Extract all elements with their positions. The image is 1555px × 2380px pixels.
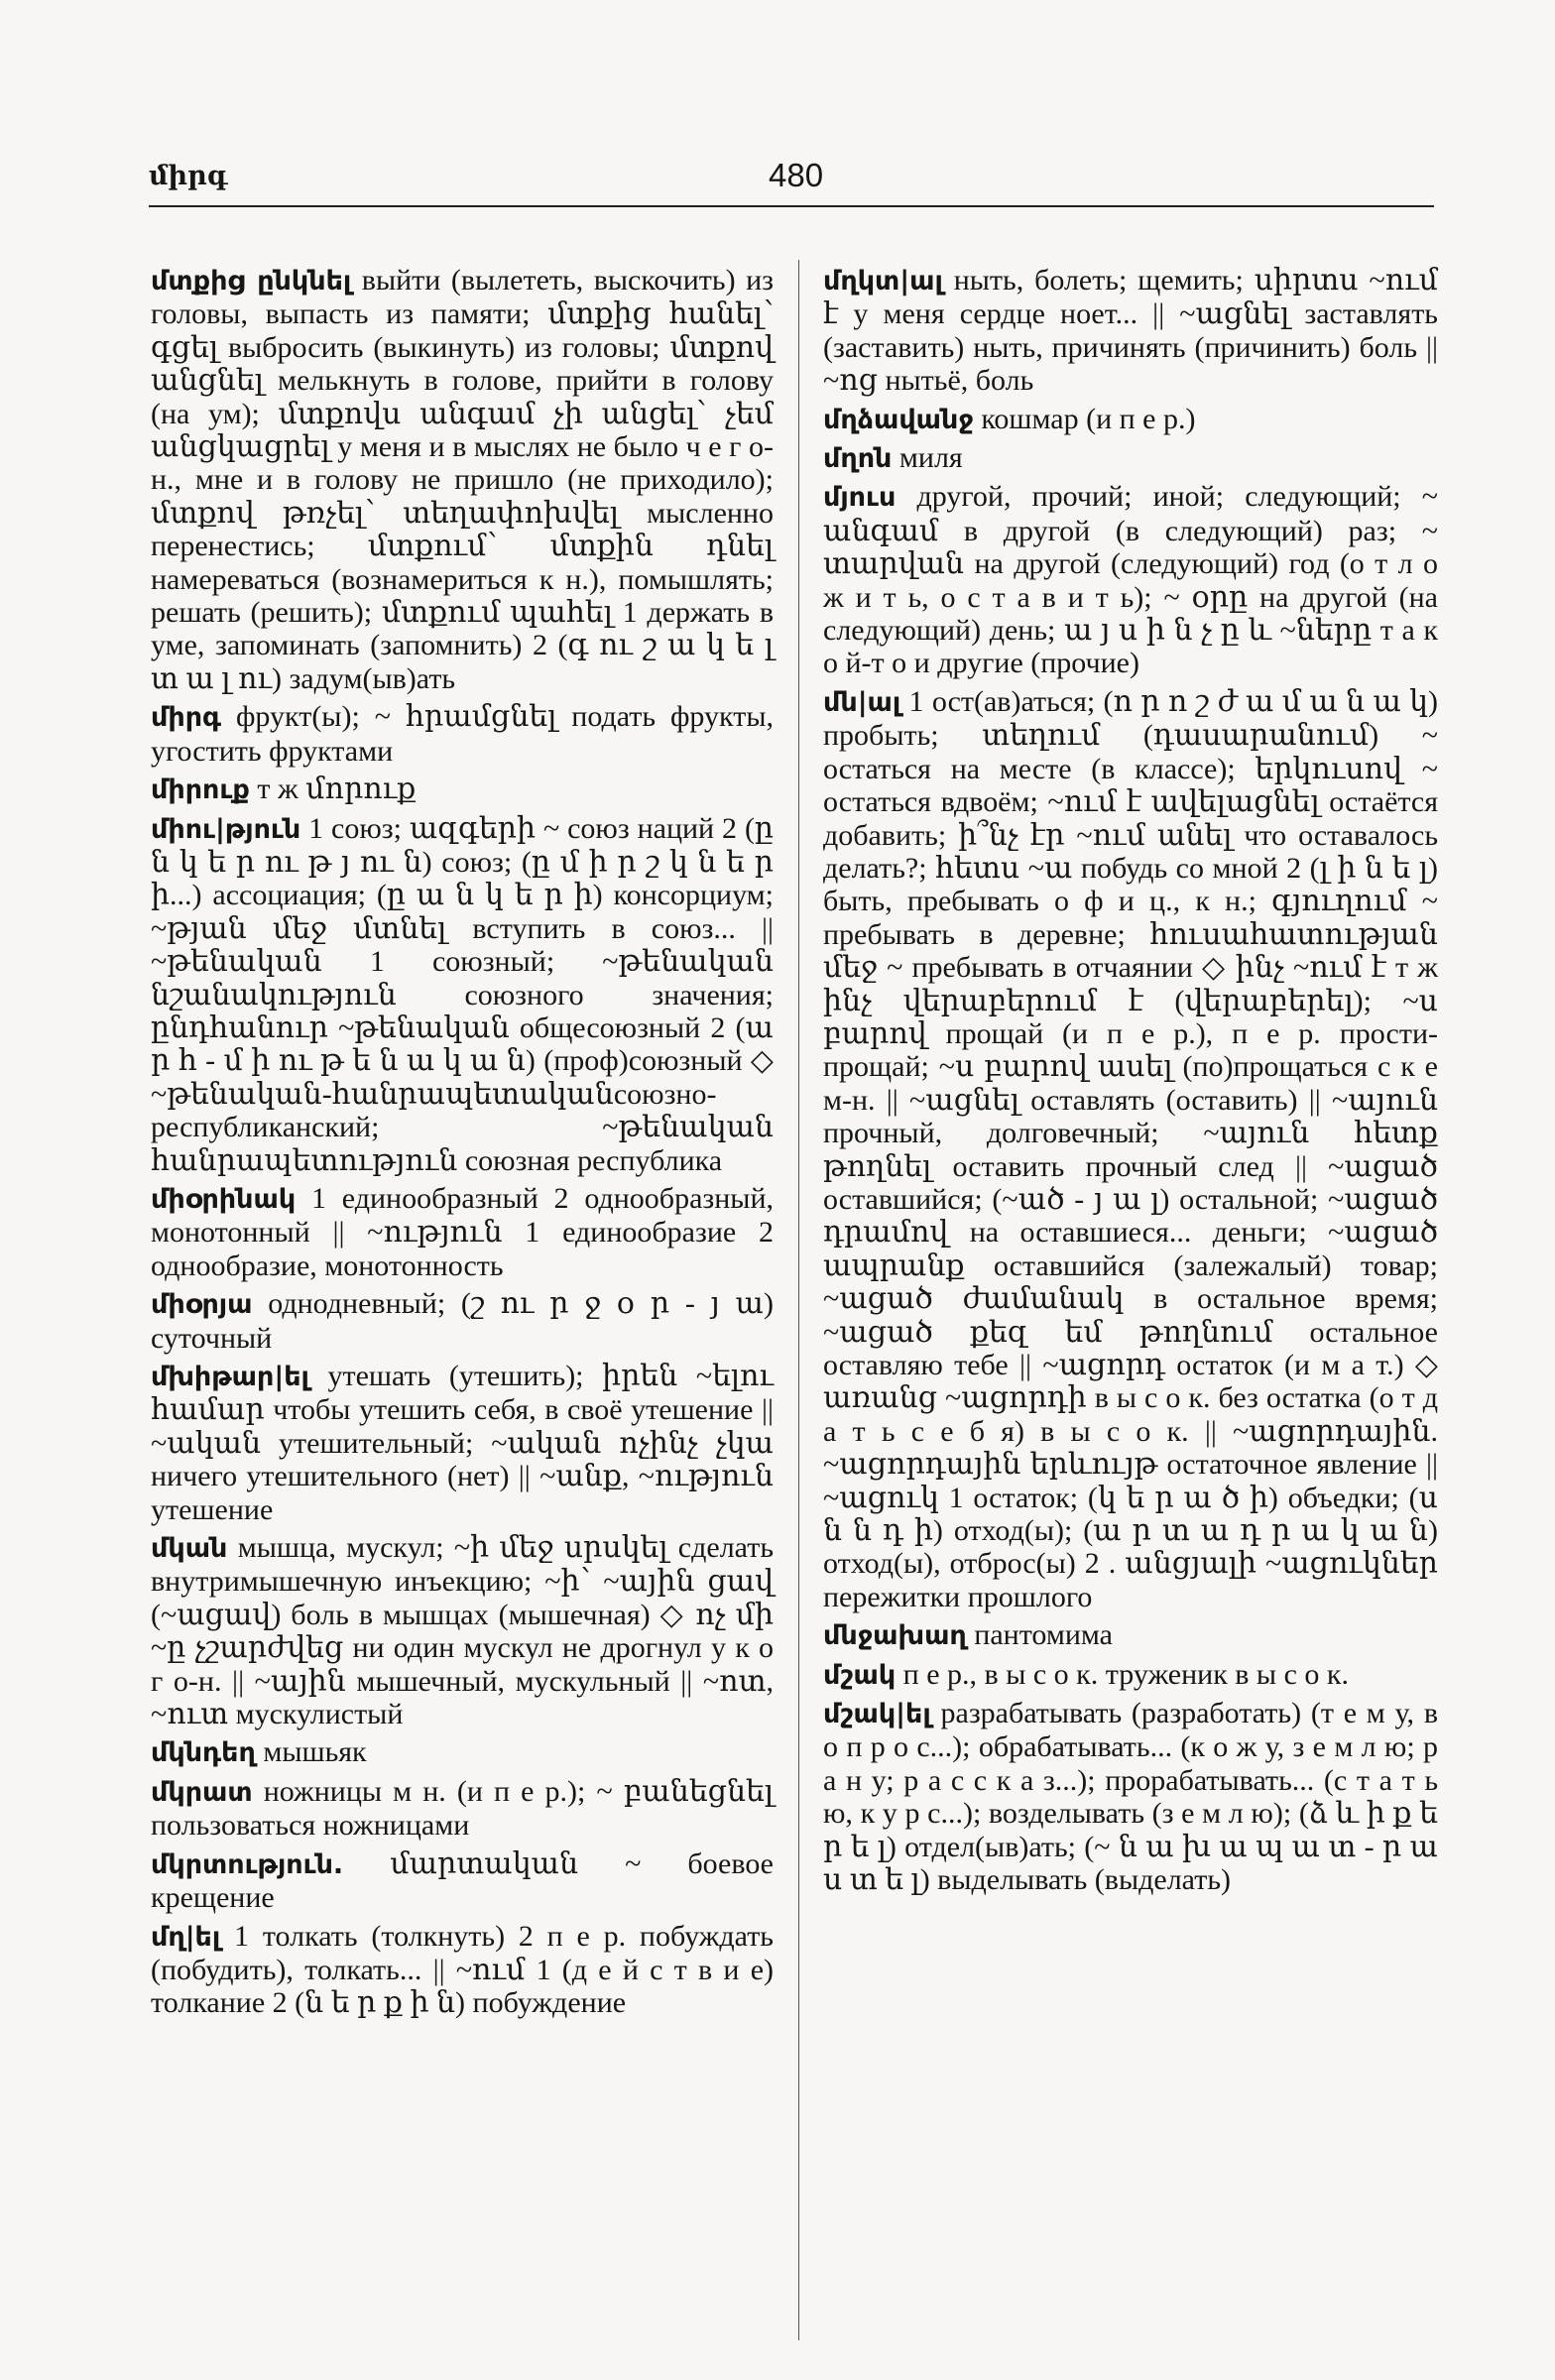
dictionary-entry	[151, 264, 774, 695]
entry-definition: 1 союз; ազգերի ~ союз наций 2 (ը ն կ ե ր ու թ յ ու ն) союз; (ը մ ի ր շ կ ն ե ր ի...) ассоциация; (ը ա ն կ ե ր ի) консорциум; ~թյան մեջ մտնել вступить в союз... || ~թենական 1 союзный; ~թենական նշանակություն союзного значения; ընդհանուր ~թենական общесоюзный 2 (ա ր հ - մ ի ու թ ե ն ա կ ա ն) (проф)союзный ◇ ~թենական-հանրապետականсоюзно-республиканский; ~թենական հանրապետություն союзная республика	[151, 811, 775, 1177]
entry-definition: однодневный; (շ ու ր ջ օ ր - յ ա) суточный	[151, 1287, 775, 1355]
dictionary-entry	[151, 1182, 774, 1282]
entry-headword: մն|ալ	[823, 686, 901, 718]
dictionary-entry	[823, 1658, 1438, 1692]
running-headword: միրգ	[149, 161, 228, 190]
dictionary-entry	[151, 1920, 774, 2020]
entry-headword: մղձավանջ	[823, 404, 974, 435]
entry-headword: մկան	[151, 1533, 228, 1565]
entry-headword: միու|թյուն	[151, 813, 301, 845]
dictionary-entry	[151, 700, 774, 768]
entry-definition: пантомима	[974, 1618, 1113, 1652]
entry-definition: 1 ост(ав)аться; (ո ր ո շ ժ ա մ ա ն ա կ) пробыть; տեղում (դասարանում) ~ остаться на месте (в классе); երկուսով ~ остаться вдвоём; ~ում է ավելացնել остаётся добавить; ի՞նչ էր ~ում անել что оставалось делать?; հետս ~ա побудь со мной 2 (լ ի ն ե լ) быть, пребывать о ф и ц., к н.; գյուղում ~ пребывать в деревне; հուսահատության մեջ ~ пребывать в отчаянии ◇ ինչ ~ում է т ж ինչ վերաբերում է (վերաբերել); ~ս բարով прощай (и п е р.), п е р. прости-прощай; ~ս բարով ասել (по)прощаться с к е м-н. || ~ացնել оставлять (оставить) || ~այուն прочный, долговечный; ~այուն հետք թողնել оставить прочный след || ~ացած оставшийся; (~ած - յ ա լ) остальной; ~ացած դրամով на оставшиеся... деньги; ~ացած ապրանք оставшийся (залежалый) товар; ~ացած ժամանակ в остальное время; ~ացած քեզ եմ թողնում остальное оставляю тебе || ~ացորդ остаток (и м а т.) ◇ առանց ~ացորդի в ы с о к. без остатка (о т д а т ь с е б я) в ы с о к. || ~ացորդային. ~ացորդային երևույթ остаточное явление || ~ացուկ 1 остаток; (կ ե ր ա ծ ի) объедки; (ս ն ն դ ի) отход(ы); (ա ր տ ա դ ր ա կ ա ն) отход(ы), отброс(ы) 2 . անցյալի ~ացուկներ пережитки прошлого	[823, 684, 1439, 1613]
entry-headword: մկնդեղ	[151, 1737, 256, 1769]
entry-headword: մղկտ|ալ	[823, 266, 943, 297]
entry-definition: 1 толкать (толкнуть) 2 п е р. побуждать (побудить), толкать... || ~ում 1 (д е й с т в и е) толкание 2 (ն ե ր ք ի ն) побуждение	[151, 1919, 774, 2020]
dictionary-entry	[151, 1775, 774, 1843]
header-rule	[149, 205, 1434, 207]
entry-headword: մնջախաղ	[823, 1620, 967, 1652]
right-column	[823, 264, 1438, 1902]
dictionary-entry	[823, 403, 1438, 436]
entry-definition: мышьяк	[263, 1735, 367, 1769]
entry-definition: фрукт(ы); ~ հրամցնել подать фрукты, угостить фруктами	[151, 700, 774, 768]
entry-definition: миля	[898, 441, 963, 475]
dictionary-entry	[823, 685, 1438, 1613]
page-header	[149, 157, 1430, 200]
entry-headword: մտքից ընկնել	[151, 266, 352, 297]
entry-definition: ныть, болеть; щемить; սիրտս ~ում է у меня сердце ноет... || ~ացնել заставлять (заставить) ныть, причинять (причинить) боль || ~ոց нытьё, боль	[823, 264, 1438, 398]
entry-definition: другой, прочий; иной; следующий; ~ անգամ в другой (в следующий) раз; ~ տարվան на другой (следующий) год (о т л о ж и т ь, о с т а в и т ь); ~ օրը на другой (на следующий) день; ա յ ս ի ն չ ը և ~ները т а к о й-т о и другие (прочие)	[823, 480, 1439, 680]
entry-headword: մղ|ել	[151, 1921, 221, 1953]
entry-headword: միրուք	[151, 774, 250, 806]
entry-headword: մշակ	[823, 1659, 897, 1691]
entry-definition: ножницы м н. (и п е р.); ~ բանեցնել пользоваться ножницами	[151, 1774, 774, 1843]
dictionary-entry	[823, 480, 1438, 679]
entry-definition: 1 единообразный 2 однообразный, монотонный || ~ություն 1 единообразие 2 однообразие, монотонность	[151, 1181, 775, 1282]
dictionary-entry	[823, 1697, 1438, 1896]
entry-definition: кошмар (и п е р.)	[981, 402, 1196, 435]
entry-definition: мышца, мускул; ~ի մեջ սրսկել сделать внутримышечную инъекцию; ~ի՝ ~ային ցավ (~ացավ) боль в мышцах (мышечная) ◇ ոչ մի ~ը չշարժվեց ни один мускул не дрогнул у к о г о-н. || ~ային мышечный, мускульный || ~ոտ, ~ուտ мускулистый	[151, 1531, 775, 1731]
dictionary-entry	[151, 1287, 774, 1355]
entry-definition: п е р., в ы с о к. труженик в ы с о к.	[902, 1657, 1349, 1691]
entry-headword: մկրատ	[151, 1776, 253, 1808]
entry-definition: մարտական ~ боевое крещение	[151, 1846, 775, 1915]
entry-definition: выйти (вылететь, выскочить) из головы, выпасть из памяти; մտքից հանել՝ գցել выбросить (выкинуть) из головы; մտքով անցնել мелькнуть в голове, прийти в голову (на ум); մտքովս անգամ չի անցել՝ չեմ անցկացրել у меня и в мыслях не было ч е г о-н., мне и в голову не пришло (не приходило); մտքով թռչել՝ տեղափոխվել мысленно перенестись; մտքում՝ մտքին դնել намереваться (вознамериться к н.), помышлять; решать (решить); մտքում պահել 1 держать в уме, запоминать (запомнить) 2 (գ ու շ ա կ ե լ տ ա լ ու) задум(ыв)ать	[151, 264, 774, 695]
entry-definition: разрабатывать (разработать) (т е м у, в о п р о с...); обрабатывать... (к о ж у, з е м л ю; р а н у; р а с с к а з...); прорабатывать... (с т а т ь ю, к у р с...); возделывать (з е м л ю); (ձ և ի ք ե ր ե լ) отдел(ыв)ать; (~ ն ա խ ա պ ա տ - ր ա ս տ ե լ) выделывать (выделать)	[823, 1697, 1438, 1897]
entry-definition: утешать (утешить); իրեն ~ելու համար чтобы утешить себя, в своё утешение || ~ական утешительный; ~ական ոչինչ չկա ничего утешительного (нет) || ~անք, ~ություն утешение	[151, 1360, 775, 1526]
dictionary-entry	[823, 441, 1438, 475]
entry-headword: մղոն	[823, 443, 893, 475]
entry-headword: միրգ	[151, 702, 222, 734]
left-column	[151, 264, 774, 2025]
column-divider	[798, 260, 799, 2340]
entry-definition: т ж մորուք	[257, 773, 417, 806]
page-number: 480	[769, 157, 824, 193]
entry-headword: մկրտություն.	[151, 1848, 344, 1880]
dictionary-entry	[823, 264, 1438, 398]
entry-headword: մյուս	[823, 482, 897, 514]
dictionary-entry	[151, 1847, 774, 1915]
dictionary-entry	[151, 773, 774, 806]
dictionary-entry	[151, 1735, 774, 1769]
dictionary-entry	[151, 1531, 774, 1730]
dictionary-entry	[151, 1360, 774, 1526]
entry-headword: միօրյա	[151, 1289, 253, 1321]
entry-headword: մշակ|ել	[823, 1699, 931, 1730]
entry-headword: մխիթար|ել	[151, 1362, 309, 1392]
dictionary-entry	[823, 1618, 1438, 1652]
entry-headword: միօրինակ	[151, 1183, 297, 1215]
dictionary-entry	[151, 812, 774, 1177]
